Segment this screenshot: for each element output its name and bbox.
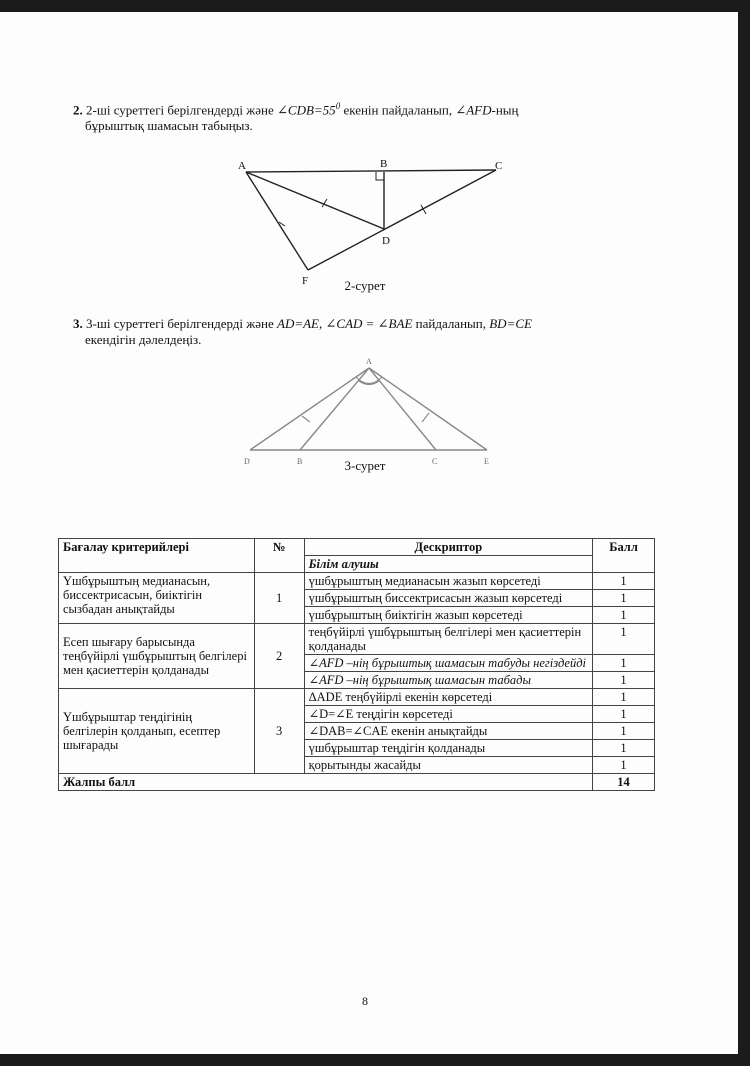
problem-2-text-b: екенін пайдаланып, xyxy=(343,102,453,118)
problem-2-text-c: -ның xyxy=(491,102,519,118)
descriptor-cell: теңбүйірлі үшбұрыштың белгілері мен қасиеттерін қолданады xyxy=(304,624,592,655)
number-cell: 1 xyxy=(254,573,304,624)
segment-fc xyxy=(308,170,496,270)
label-a: A xyxy=(238,160,246,172)
total-score: 14 xyxy=(593,774,655,791)
problem-2-angle-cdb: ∠CDB=55 xyxy=(277,102,336,118)
score-cell: 1 xyxy=(593,607,655,624)
subheader-student: Білім алушы xyxy=(304,556,592,573)
figure-2 xyxy=(230,152,520,292)
figure-2-caption: 2-сурет xyxy=(344,278,386,293)
problem-2-text-a: 2-ші суреттегі берілгендерді және xyxy=(86,102,274,118)
descriptor-cell: ∠AFD –нің бұрыштық шамасын табады xyxy=(304,672,592,689)
descriptor-cell: үшбұрыштың биссектрисасын жазып көрсетеді xyxy=(304,590,592,607)
label-d: D xyxy=(244,457,250,466)
score-cell: 1 xyxy=(593,757,655,774)
header-descriptor: Дескриптор xyxy=(304,539,592,556)
label-f: F xyxy=(302,275,309,287)
descriptor-cell: үшбұрыштың биіктігін жазып көрсетеді xyxy=(304,607,592,624)
score-cell: 1 xyxy=(593,655,655,672)
tick-mark xyxy=(302,416,310,422)
problem-2-line-2: бұрыштық шамасын табыңыз. xyxy=(85,118,253,134)
descriptor-cell: ΔADE теңбүйірлі екенін көрсетеді xyxy=(304,689,592,706)
header-number: № xyxy=(254,539,304,573)
problem-3-cond-2: ∠CAD = ∠BAE xyxy=(325,316,413,331)
figure-3-caption: 3-сурет xyxy=(344,458,386,473)
criteria-cell: Үшбұрыштар теңдігінің белгілерін қолданып, есептер шығарады xyxy=(59,689,255,774)
score-cell: 1 xyxy=(593,689,655,706)
problem-3-line-2: екендігін дәлелдеңіз. xyxy=(85,332,202,347)
segment-ae xyxy=(369,368,487,450)
problem-3-cond-3: BD=CE xyxy=(489,316,532,331)
score-cell: 1 xyxy=(593,740,655,757)
score-cell: 1 xyxy=(593,723,655,740)
score-cell: 1 xyxy=(593,672,655,689)
table-row xyxy=(59,689,655,706)
problem-3-text-a: 3-ші суреттегі берілгендерді және xyxy=(86,316,274,331)
problem-3-text-b: пайдаланып, xyxy=(415,316,486,331)
problem-2 xyxy=(73,98,653,134)
criteria-cell: Есеп шығару барысында теңбүйірлі үшбұрыштың белгілері мен қасиеттерін қолданады xyxy=(59,624,255,689)
number-cell: 2 xyxy=(254,624,304,689)
label-c: C xyxy=(495,160,503,172)
label-b: B xyxy=(380,158,388,170)
problem-3 xyxy=(73,316,653,348)
table-row xyxy=(59,624,655,655)
problem-2-number: 2. xyxy=(73,102,83,118)
label-d: D xyxy=(382,235,390,247)
label-e: E xyxy=(484,457,489,466)
header-score: Балл xyxy=(593,539,655,573)
problem-2-angle-afd: ∠AFD xyxy=(455,102,492,118)
tick-mark xyxy=(422,413,429,422)
page-number: 8 xyxy=(362,994,368,1008)
descriptor-cell: ∠D=∠E теңдігін көрсетеді xyxy=(304,706,592,723)
descriptor-cell: ∠DAB=∠CAE екенін анықтайды xyxy=(304,723,592,740)
segment-ad xyxy=(246,172,384,229)
table-row xyxy=(59,573,655,590)
table-header-row xyxy=(59,539,655,556)
problem-3-cond-1: AD=AE, xyxy=(277,316,323,331)
label-b: B xyxy=(297,457,303,466)
segment-ac xyxy=(246,170,496,172)
figure-3 xyxy=(240,348,500,466)
problem-3-number: 3. xyxy=(73,316,83,331)
label-a: A xyxy=(366,357,372,366)
score-cell: 1 xyxy=(593,706,655,723)
assessment-table xyxy=(58,538,655,791)
descriptor-cell: қорытынды жасайды xyxy=(304,757,592,774)
descriptor-cell: үшбұрыштың медианасын жазып көрсетеді xyxy=(304,573,592,590)
document-page xyxy=(0,12,738,1054)
descriptor-cell: ∠AFD –нің бұрыштық шамасын табуды негіздейді xyxy=(304,655,592,672)
criteria-cell: Үшбұрыштың медианасын, биссектрисасын, биіктігін сызбадан анықтайды xyxy=(59,573,255,624)
descriptor-cell: үшбұрыштар теңдігін қолданады xyxy=(304,740,592,757)
total-row xyxy=(59,774,655,791)
number-cell: 3 xyxy=(254,689,304,774)
right-angle-mark xyxy=(376,172,384,180)
total-label: Жалпы балл xyxy=(59,774,593,791)
segment-af xyxy=(246,172,308,270)
label-c: C xyxy=(432,457,438,466)
score-cell: 1 xyxy=(593,624,655,655)
score-cell: 1 xyxy=(593,573,655,590)
degree-sup: 0 xyxy=(335,101,341,111)
header-criteria: Бағалау критерийлері xyxy=(59,539,255,573)
score-cell: 1 xyxy=(593,590,655,607)
